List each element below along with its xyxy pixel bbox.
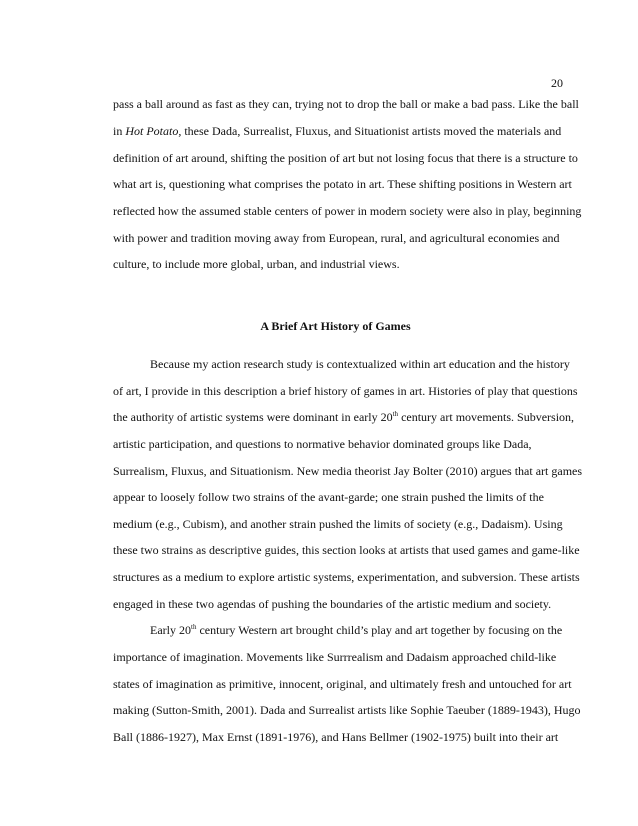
text-line: with power and tradition moving away from European, rural, and agricultural economies and (113, 231, 560, 245)
text-line: reflected how the assumed stable centers of power in modern society were also in play, beginning (113, 204, 582, 218)
text-line: what art is, questioning what comprises the potato in art. These shifting positions in Western art (113, 177, 572, 191)
text-line: Because my action research study is contextualized within art education and the history (150, 357, 570, 371)
section-heading: A Brief Art History of Games (260, 319, 411, 333)
text-line: culture, to include more global, urban, and industrial views. (113, 257, 400, 271)
text-line: engaged in these two agendas of pushing the boundaries of the artistic medium and society. (113, 597, 552, 611)
text-line: importance of imagination. Movements like Surrrealism and Dadaism approached child-like (113, 650, 557, 664)
text-line: these two strains as descriptive guides, this section looks at artists that used games and game-like (113, 543, 580, 557)
text-line: artistic participation, and questions to normative behavior dominated groups like Dada, (113, 437, 532, 451)
text-line: appear to loosely follow two strains of the avant-garde; one strain pushed the limits of the (113, 490, 544, 504)
text-line: in Hot Potato, these Dada, Surrealist, Fluxus, and Situationist artists moved the materials and (113, 124, 562, 138)
text-line: Early 20th century Western art brought child’s play and art together by focusing on the (150, 623, 563, 637)
italic-title: Hot Potato, (125, 124, 182, 138)
text-line: of art, I provide in this description a brief history of games in art. Histories of play that questions (113, 384, 578, 398)
text-line: definition of art around, shifting the position of art but not losing focus that there is a structure to (113, 151, 578, 165)
text-line: making (Sutton-Smith, 2001). Dada and Surrealist artists like Sophie Taeuber (1889-1943), Hugo (113, 703, 581, 717)
text-line: states of imagination as primitive, innocent, original, and ultimately fresh and untouched for art (113, 677, 572, 691)
text-line: medium (e.g., Cubism), and another strain pushed the limits of society (e.g., Dadaism). Using (113, 517, 563, 531)
text-line: structures as a medium to explore artistic systems, experimentation, and subversion. These artists (113, 570, 580, 584)
text-line: Surrealism, Fluxus, and Situationism. New media theorist Jay Bolter (2010) argues that art games (113, 464, 583, 478)
page-number: 20 (551, 76, 563, 90)
text-line: the authority of artistic systems were dominant in early 20th century art movements. Subversion, (113, 410, 575, 424)
text-line: Ball (1886-1927), Max Ernst (1891-1976), and Hans Bellmer (1902-1975) built into their art (113, 730, 559, 744)
text-line: pass a ball around as fast as they can, trying not to drop the ball or make a bad pass. Like the ball (113, 97, 579, 111)
